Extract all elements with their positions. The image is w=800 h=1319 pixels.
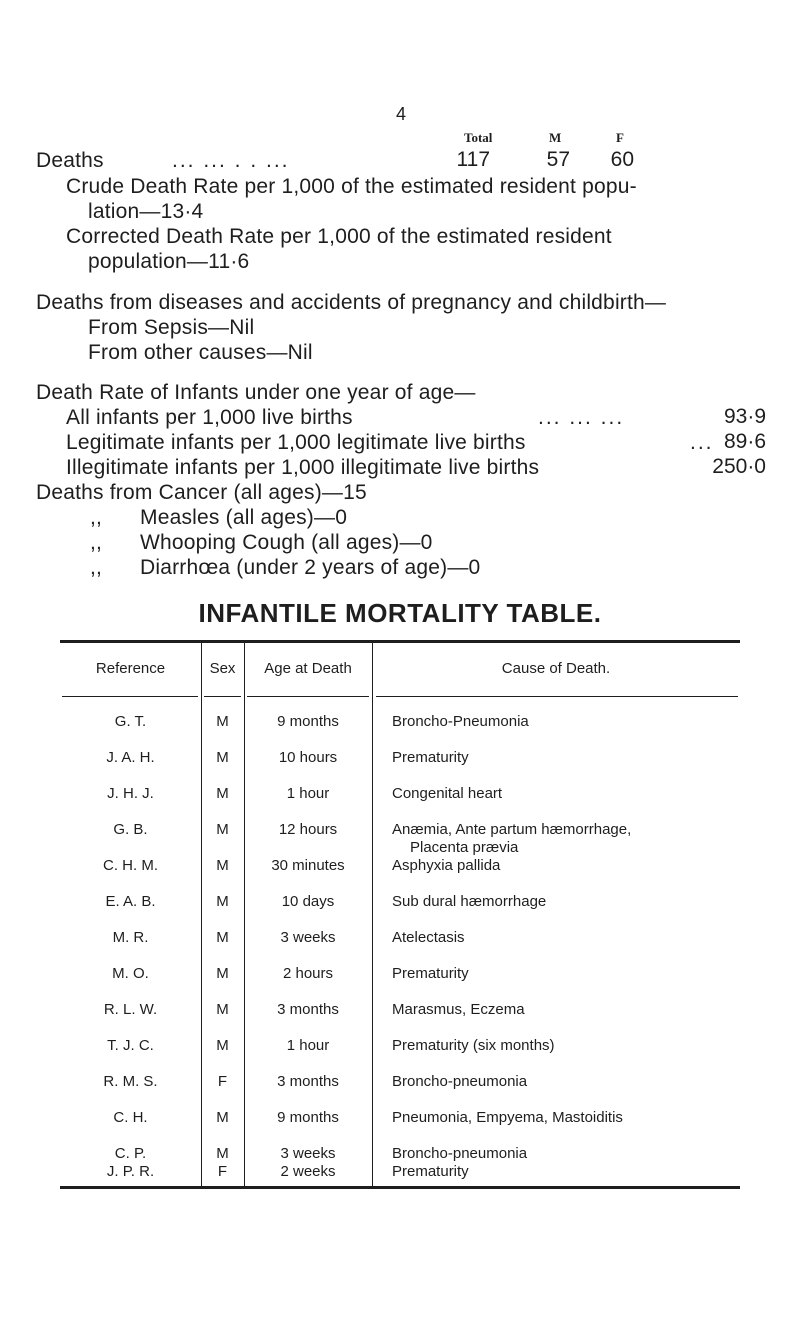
- cell-cause: Asphyxia pallida: [392, 857, 501, 874]
- cell-age: 10 days: [281, 893, 335, 910]
- infant-rate-value: 89·6: [723, 430, 766, 453]
- cancer-deaths: Deaths from Cancer (all ages)—15: [36, 481, 367, 504]
- whooping-cough-deaths: Whooping Cough (all ages)—0: [140, 531, 433, 554]
- cell-sex: M: [216, 821, 229, 838]
- header-underline: [62, 696, 198, 697]
- infant-rate-label: All infants per 1,000 live births: [66, 406, 353, 429]
- header-underline: [376, 696, 738, 697]
- cell-reference: R. L. W.: [103, 1001, 158, 1018]
- deaths-female: 60: [610, 148, 634, 171]
- col-header-male: M: [549, 130, 562, 145]
- cell-reference: J. H. J.: [107, 785, 154, 802]
- page-number: 4: [396, 104, 407, 124]
- cell-cause: Prematurity: [392, 965, 469, 982]
- cell-age: 30 minutes: [271, 857, 345, 874]
- table-header-reference: Reference: [95, 660, 166, 677]
- infant-rate-value: 250·0: [712, 455, 766, 478]
- cell-reference: C. P.: [114, 1145, 147, 1162]
- cell-age: 3 months: [277, 1001, 339, 1018]
- cell-cause: Broncho-pneumonia: [392, 1145, 528, 1162]
- infant-death-rate-heading: Death Rate of Infants under one year of age—: [36, 381, 476, 404]
- cell-reference: R. M. S.: [103, 1073, 158, 1090]
- cell-reference: M. O.: [112, 965, 149, 982]
- cell-reference: M. R.: [112, 929, 149, 946]
- cell-cause: Marasmus, Eczema: [392, 1001, 525, 1018]
- deaths-male: 57: [546, 148, 570, 171]
- col-header-female: F: [616, 130, 624, 145]
- cell-age: 10 hours: [278, 749, 338, 766]
- cell-cause: Broncho-pneumonia: [392, 1073, 528, 1090]
- crude-death-rate-line2: lation—13·4: [88, 200, 204, 223]
- cell-sex: M: [216, 1109, 229, 1126]
- cell-reference: C. H. M.: [103, 857, 158, 874]
- cell-age: 2 hours: [282, 965, 334, 982]
- table-top-rule: [60, 640, 740, 643]
- cell-cause: Prematurity (six months): [392, 1037, 555, 1054]
- cell-cause: Pneumonia, Empyema, Mastoiditis: [392, 1109, 623, 1126]
- infant-rate-leader: ...: [690, 431, 714, 454]
- cell-cause: Placenta prævia: [410, 839, 519, 856]
- cell-sex: F: [217, 1163, 228, 1180]
- header-underline: [204, 696, 241, 697]
- cell-age: 12 hours: [278, 821, 338, 838]
- cell-reference: J. A. H.: [106, 749, 155, 766]
- table-title: INFANTILE MORTALITY TABLE.: [198, 598, 602, 628]
- table-header-age: Age at Death: [264, 660, 352, 677]
- corrected-death-rate-line1: Corrected Death Rate per 1,000 of the estimated resident: [66, 225, 612, 248]
- cell-sex: M: [216, 965, 229, 982]
- cell-sex: M: [216, 929, 229, 946]
- table-header-sex: Sex: [209, 660, 236, 677]
- cell-reference: G. B.: [113, 821, 148, 838]
- corrected-death-rate-line2: population—11·6: [88, 250, 250, 273]
- deaths-leader: ... ... . . ...: [172, 149, 290, 172]
- cell-sex: F: [217, 1073, 228, 1090]
- cell-sex: M: [216, 1037, 229, 1054]
- infant-rate-value: 93·9: [723, 405, 766, 428]
- cell-age: 1 hour: [286, 785, 330, 802]
- diarrhoea-deaths: Diarrhœa (under 2 years of age)—0: [140, 556, 481, 579]
- header-underline: [247, 696, 369, 697]
- cell-age: 3 weeks: [280, 929, 336, 946]
- deaths-label: Deaths: [36, 149, 104, 172]
- cell-reference: C. H.: [113, 1109, 148, 1126]
- cell-cause: Broncho-Pneumonia: [392, 713, 529, 730]
- cell-sex: M: [216, 893, 229, 910]
- cell-reference: T. J. C.: [107, 1037, 154, 1054]
- cell-age: 9 months: [277, 1109, 339, 1126]
- cell-age: 2 weeks: [280, 1163, 336, 1180]
- cell-sex: M: [216, 785, 229, 802]
- ditto-mark: ,,: [90, 556, 103, 579]
- cell-sex: M: [216, 1001, 229, 1018]
- col-header-total: Total: [464, 130, 493, 145]
- crude-death-rate-line1: Crude Death Rate per 1,000 of the estimated resident popu-: [66, 175, 637, 198]
- cell-cause: Anæmia, Ante partum hæmorrhage,: [392, 821, 632, 838]
- cell-cause: Prematurity: [392, 749, 469, 766]
- cell-age: 3 months: [277, 1073, 339, 1090]
- deaths-total: 117: [456, 148, 490, 171]
- cell-cause: Congenital heart: [392, 785, 503, 802]
- cell-age: 1 hour: [286, 1037, 330, 1054]
- infant-rate-leader: ... ... ...: [538, 406, 625, 429]
- infant-rate-label: Legitimate infants per 1,000 legitimate live births: [66, 431, 526, 454]
- cell-reference: G. T.: [114, 713, 147, 730]
- pregnancy-sepsis: From Sepsis—Nil: [88, 316, 255, 339]
- pregnancy-heading: Deaths from diseases and accidents of pregnancy and childbirth—: [36, 291, 667, 314]
- pregnancy-other-causes: From other causes—Nil: [88, 341, 313, 364]
- ditto-mark: ,,: [90, 506, 103, 529]
- ditto-mark: ,,: [90, 531, 103, 554]
- cell-cause: Sub dural hæmorrhage: [392, 893, 547, 910]
- measles-deaths: Measles (all ages)—0: [140, 506, 348, 529]
- cell-sex: M: [216, 713, 229, 730]
- cell-cause: Prematurity: [392, 1163, 469, 1180]
- cell-sex: M: [216, 857, 229, 874]
- cell-age: 3 weeks: [280, 1145, 336, 1162]
- cell-reference: J. P. R.: [106, 1163, 155, 1180]
- table-bottom-rule: [60, 1186, 740, 1189]
- cell-reference: E. A. B.: [105, 893, 156, 910]
- cell-age: 9 months: [277, 713, 339, 730]
- infant-rate-label: Illegitimate infants per 1,000 illegitimate live births: [66, 456, 540, 479]
- cell-sex: M: [216, 749, 229, 766]
- cell-sex: M: [216, 1145, 229, 1162]
- cell-cause: Atelectasis: [392, 929, 465, 946]
- column-divider: [372, 643, 373, 1186]
- table-header-cause: Cause of Death.: [501, 660, 611, 677]
